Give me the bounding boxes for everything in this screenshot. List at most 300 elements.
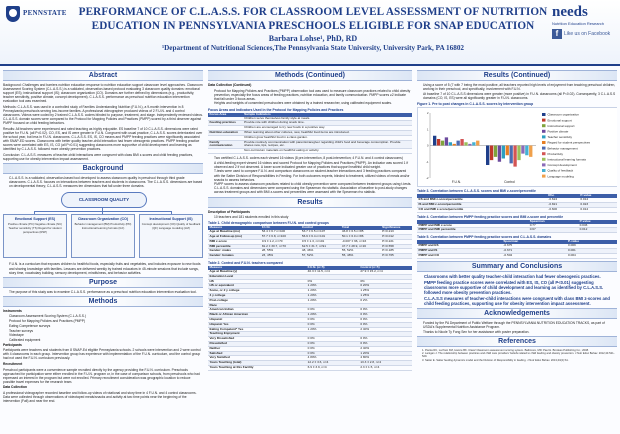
teachers-cell: 12.2 ± 3.6, n=4 xyxy=(306,361,359,366)
demographics-cell: 57, 52% xyxy=(300,254,340,259)
figure1-caption: Figure 1. Pre to post changes in C.L.A.S.S. scores by intervention group xyxy=(417,101,534,106)
demographics-cell: 55, 52% xyxy=(340,249,380,254)
legend-swatch xyxy=(542,130,546,133)
legend-swatch xyxy=(542,164,546,167)
methods-cont-heading: Methods (Continued) xyxy=(208,70,412,81)
legend-swatch xyxy=(542,175,546,178)
teachers-cell: 0 0% xyxy=(306,351,359,356)
demographics-cell: 0.5 ± 1.3, n=101 xyxy=(300,239,340,244)
recruitment-text: Preschool participants were a convenience sample recruited directly by the agency providing the F.U.N. curriculum. Preschools approached for participation were either enrolled in the F.U.N. program or, in the case of comparison schools, from preschools who had expressed an interest in the program but were not enrolled. Primary recruitment consideration was geographic location to reduce possible travel expenses for the research team. xyxy=(3,367,200,384)
dc-bullet: • Heights and weights of consented preschoolers were obtained by a trained researcher, using calibrated equipment scales. xyxy=(214,101,412,105)
acknowledgements-list xyxy=(417,321,617,334)
corr3-cell: ES and BMI z-score/percentile xyxy=(417,198,547,202)
focus-cell: Non-curriculum materials on healthful eating or activity. xyxy=(243,149,412,154)
references-list xyxy=(417,349,617,362)
teachers-cell: 1 20% xyxy=(306,313,359,318)
chart-bar xyxy=(502,146,505,159)
teachers-cell: Hispanic Yes xyxy=(208,322,306,327)
table3-caption: Table 3. Correlation between C.L.A.S.S. scores and BMI z-score/percentile xyxy=(417,189,536,194)
chart-bar xyxy=(453,144,456,146)
demographics-cell: Gender: males xyxy=(208,249,260,254)
teachers-header-cell: Measure xyxy=(208,266,306,270)
poster-header xyxy=(0,0,620,66)
reference-item: 2. Lanigan J. The relationship between practices and child care providers' beliefs related to child feeding and obesity prevention. J Nutr Educ Behav. 2012;44:521-529. xyxy=(422,352,615,359)
legend-label: Teacher sensitivity xyxy=(547,135,573,140)
title-line-1: PERFORMANCE OF C.L.A.S.S. FOR CLASSROOM LEVEL ASSESSMENT OF NUTRITION xyxy=(78,6,548,18)
participants-label: Participants xyxy=(3,342,22,347)
legend-swatch xyxy=(542,147,546,150)
teachers-cell: Hispanic xyxy=(208,318,306,323)
teachers-cell: 0 0% xyxy=(359,341,412,346)
corr3-cell: 0.014 xyxy=(579,198,617,202)
corr4-header-cell: P-value xyxy=(578,220,617,224)
teachers-cell: Post-college xyxy=(208,298,306,303)
chart-bar xyxy=(449,142,452,145)
abstract-heading: Abstract xyxy=(3,70,203,81)
teachers-cell: 0 0% xyxy=(359,337,412,342)
corr5-row xyxy=(417,253,617,258)
chart-bar xyxy=(460,139,463,146)
teachers-cell: 2 40% xyxy=(359,327,412,332)
table5 xyxy=(417,240,617,258)
partner-logo-subtext: Nutrition Education Research xyxy=(552,21,605,26)
teachers-cell: 0 0% xyxy=(359,308,412,313)
focus-row xyxy=(208,149,412,154)
background-list-2 xyxy=(3,262,203,274)
teachers-header-cell: Control (n=5) xyxy=(359,266,412,270)
focus-cell: Family communication xyxy=(208,140,243,149)
instrument-item: • Protocol for Mapping Policies and Practices (PMPP) xyxy=(9,319,203,323)
demographics-cell: 48, 46% xyxy=(300,249,340,254)
abstract-methods: Methods: C.L.A.S.S. was used in a controlled study of Families Understanding Nutrition (F.U.N.), a 9-month intervention in 8 Pennsylvania preschools serving low-income families. A professional videographer produced videos of 2 F.U.N. and 4 control classrooms. Videos were coded by 2 trained C.L.A.S.S. coders blinded to purpose, treatment, and stage. Independently reviewed videos. C.L.A.S.S. domain scores were compared to the Protocol for Mapping Policies and Practices (PMPP) scored by a third observer against PMPP focused on child feeding behaviors. xyxy=(3,104,203,126)
purpose-list xyxy=(3,290,203,294)
teachers-cell: Dissatisfied xyxy=(208,341,306,346)
corr3-cell: CO and BMI z-score/percentile xyxy=(417,207,547,212)
corr5-cell: PMPP and CO xyxy=(417,253,502,258)
institution-name: PENNSTATE xyxy=(23,9,67,17)
analysis-list xyxy=(208,156,412,195)
participants-text: Participants were teachers and students from 8 SNAP-Ed eligible Pennsylvania schools. 2 schools were intervention and 2 were control with 4 classrooms in each group. Intervention group has experience with implementation of the F.U.N. curriculum, and the control group had not used the F.U.N. curriculum previously. xyxy=(3,348,201,361)
diagram-box-es xyxy=(3,214,67,258)
focus-cell: Children serve themselves family style at meals. xyxy=(243,117,412,121)
chart-bar xyxy=(498,146,501,162)
instrument-item: • Eating Competence surveys xyxy=(9,324,203,328)
summary-item: • PMPP feeding practice scores were correlated with ES, IS, CO (all P<0.01) suggesting classrooms more supportive of child development and learning as identified by C.L.A.S.S. followed more obesity prevention practices. xyxy=(424,280,617,295)
legend-label: Regard for student perspectives xyxy=(547,140,591,145)
facebook-link[interactable] xyxy=(552,29,616,39)
summary-heading: Summary and Conclusions xyxy=(417,261,617,272)
demographics-cell: Age at Follow-up (mo) xyxy=(208,235,260,240)
analysis-bullet: • Two certified C.L.A.S.S. coders each viewed 16 videos (8 pre-intervention, 8 post-intervention; 4 F.U.N. and 4 control classrooms) xyxy=(214,156,412,160)
demographics-cell: P=0.558 xyxy=(381,244,412,249)
legend-swatch xyxy=(542,158,546,161)
analysis-bullet: • A child-feeding expert viewed 16 videos and scored Protocol for Mapping Policies and Practices (PMPP). An indicator was scored 1 if observed and 2 if not observed. A lower score indicated greater use of practices that support healthful child weight. xyxy=(214,161,412,169)
title-line-2: EDUCATION IN PENNSYLVANIA PRESCHOOLS ELIGIBLE FOR SNAP EDUCATION xyxy=(91,20,535,32)
demographics-cell: 57.7 ± 6.8, n=100 xyxy=(260,235,300,240)
teachers-cell: Very Satisfied xyxy=(208,356,306,361)
background-bullet: • C.L.A.S.S. is a validated, observation-based tool developed to assess classroom quality in preschool through third grade classrooms. C.L.A.S.S. focuses on interactions between teachers and students in classrooms. The C.L.A.S.S. dimensions are based on developmental theory; C.L.A.S.S. measures ten dimensions that fall under three domains. xyxy=(9,176,203,188)
focus-cell xyxy=(208,149,243,154)
legend-label: Language modeling xyxy=(547,174,574,179)
diagram-box-body: Concept development (CD) Quality of feedback (QF) Language modeling (LM) xyxy=(141,222,201,231)
results-cont-list xyxy=(417,83,617,100)
corr3-cell: IS and BMI z-score/percentile xyxy=(417,202,547,207)
table3 xyxy=(417,194,617,212)
abstract-background: Background: Challenges and barriers nutrition education response to nutrition education support classroom level approaches. Classroom Assessment Scoring System (C.L.A.S.S.) is a validated, observation-based protocol evaluating 3 classroom quality domains: emotional support (ES); instructional support (IS); classroom organization (CO). Domains are further defined by dimensions (e.g., productivity, teacher sensitivity, positive climate, concept development). C.L.A.S.S. performance as preschool nutrition education intervention evaluation tool was examined. xyxy=(3,83,203,104)
teachers-cell: 1 20% xyxy=(306,284,359,289)
chart-bar xyxy=(476,141,479,146)
methods-heading: Methods xyxy=(3,296,203,307)
teachers-cell: 1 25% xyxy=(359,289,412,294)
legend-label: Positive climate xyxy=(547,129,569,134)
summary-item: • C.L.A.S.S measures of teacher-child interactions were congruent with class BMI z-scores and child feeding practices, supporting use for obesity intervention impact assessment. xyxy=(424,296,617,306)
corr4-cell: 0.012 xyxy=(578,228,617,233)
results-bullet: • Using a score of 5 (7 with 7 being the most positive, all teachers reported high levels of enjoyment from teaching preschool children, working in their preschool, and specifically, involvement with F.U.N. xyxy=(423,83,617,91)
chart-bar xyxy=(513,146,516,167)
references-heading: References xyxy=(417,336,617,347)
instrument-item: • Videotape xyxy=(9,333,203,337)
teachers-cell: Some, or 2 y college xyxy=(208,289,306,294)
teachers-cell: 4 80% xyxy=(359,356,412,361)
chart-bar xyxy=(445,138,448,146)
authors: Barbara Lohse¹, PhD, RD xyxy=(268,34,358,43)
ack-item: • Thanks to Nicole Ty Fong Sen for her assistance with poster preparation. xyxy=(423,330,617,334)
diagram-box-co xyxy=(71,214,135,258)
datacollection-text: A professional videographer recorded baseline and follow-up videos of rotational and story time in 4 F.U.N. and 4 control classrooms. Data were collected through observations of videotaped meals/snacks and activity at two time points near the beginning of the intervention (Fall) and near the end. xyxy=(3,391,197,404)
background-heading: Background xyxy=(3,163,203,174)
demographics-table xyxy=(208,226,412,259)
chart-bar xyxy=(494,146,497,157)
background-list xyxy=(3,176,203,188)
demographics-cell: P=0.213 xyxy=(381,230,412,234)
focus-cell: When learning about other cultures, new, healthful food items are introduced. xyxy=(243,130,412,135)
teachers-cell: HS xyxy=(208,279,306,284)
legend-label: Productivity xyxy=(547,152,564,157)
corr4-cell: 0.77 xyxy=(528,224,578,228)
analysis-bullet: • T-tests were used to compare F.U.N. and comparison classrooms on student-teacher interactions and 3 feeding practices compared with the Satter Division of Responsibilities in Feeding. For both outcomes experts, blinded to treatment, utilized videos of meals and/or snacks to assess behaviors. xyxy=(214,169,412,181)
chart-bar xyxy=(457,141,460,146)
teachers-cell: 13.3 ± 2.8, n=4 xyxy=(359,361,412,366)
chart-bar xyxy=(506,146,509,156)
focus-table-caption: Focus Areas and Indicators Used in the Protocol for Mapping Policies and Practices xyxy=(208,107,344,112)
demographics-header-cell: Significance xyxy=(381,226,412,230)
pennstate-logo xyxy=(6,6,66,34)
lion-icon xyxy=(9,9,17,17)
diagram-connector xyxy=(34,211,172,212)
summary-item: • Classrooms with better quality teacher-child interaction had fewer obesogenic practices. xyxy=(424,274,617,279)
teachers-cell: 1 20% xyxy=(306,298,359,303)
corr3-cell: -0.600 xyxy=(547,207,579,212)
instruments-list xyxy=(3,314,203,342)
demographics-row xyxy=(208,254,412,259)
focus-areas-table xyxy=(208,113,412,154)
reference-item: 1. Pianta RC, La Paro KM, Hamre BK. Class! Classroom assessment scoring system. Baltimore, MD: Paul H. Brookes Publishing Co.; 2008. xyxy=(422,348,589,352)
background-bullet: • F.U.N. is a curriculum that exposes children to healthful foods, especially fruits and vegetables, and includes exposure to new foods and sharing knowledge with families. Lessons are delivered weekly by trained educators in 45-minute sessions that include songs, story time, vocabulary building, sensory development, mindfulness, and behavior activities. xyxy=(9,262,203,274)
demographics-cell: 50.1 ± 6.0 n=86 xyxy=(340,235,380,240)
demographics-cell: P=0.185 xyxy=(381,249,412,254)
demographics-cell: 28, 55% xyxy=(260,249,300,254)
demographics-cell: 46.8 ± 6.5 n=85 xyxy=(340,230,380,234)
abstract-conclusion: Conclusion: C.L.A.S.S. measures of teacher-child interactions were congruent with class BMI z-scores and child feeding practices, supporting use for obesity intervention impact assessment. xyxy=(3,153,194,162)
purpose-heading: Purpose xyxy=(3,277,203,288)
teachers-cell: 0 0% xyxy=(359,313,412,318)
legend-label: Instructional learning formats xyxy=(547,157,587,162)
y-tick-label: 1 xyxy=(426,127,429,132)
results-cont-heading: Results (Continued) xyxy=(417,70,617,81)
legend-swatch xyxy=(542,113,546,116)
chart-bar xyxy=(529,146,532,157)
demographics-header-cell: Total xyxy=(340,226,380,230)
demographics-cell: 55, 48% xyxy=(340,254,380,259)
demographics-cell: 53.7 ± 6.5 n=107 xyxy=(300,230,340,234)
teachers-cell: 0 0% xyxy=(306,318,359,323)
focus-cell: Nutrition education xyxy=(208,130,243,135)
demographics-cell: Age at Baseline (mo) xyxy=(208,230,260,234)
acknowledgements-heading: Acknowledgements xyxy=(417,308,617,319)
chart-svg xyxy=(418,108,617,186)
teachers-header-cell: F.U.N. (n=5) xyxy=(306,266,359,270)
focus-cell: Provide role with children during snack time. xyxy=(243,121,412,126)
teachers-cell: American Indian xyxy=(208,308,306,313)
teachers-cell: 6.9 ± 3.9, n=4 xyxy=(306,365,359,370)
corr4-cell: PMPP and BMI z-score xyxy=(417,224,528,228)
column-center xyxy=(208,68,412,430)
teachers-table xyxy=(208,266,412,371)
demographics-cell: 53.4 ± 6.7 n=100 xyxy=(260,230,300,234)
legend-label: Quality of feedback xyxy=(547,168,574,173)
teachers-cell: 1 20% xyxy=(306,327,359,332)
teachers-cell: 4 y college xyxy=(208,294,306,299)
diagram-box-is xyxy=(139,214,203,258)
teachers-cell: 0% xyxy=(359,279,412,284)
instrument-item: • Classroom Assessment Scoring System (C.L.A.S.S.) xyxy=(9,314,203,318)
reference-item: 3. Satter E. Satter feeding dynamics model and the Division of Responsibility in feeding. J Nutr Educ Behav. 2013;43(4):S1. xyxy=(422,358,569,362)
y-tick-label: 0 xyxy=(426,143,429,148)
purpose-text: • The purpose of this study was to examine C.L.A.S.S. performance as a preschool nutrition education intervention evaluation tool. xyxy=(9,290,203,294)
chart-bar xyxy=(437,139,440,146)
corr4-row xyxy=(417,228,617,233)
teachers-cell: Education Level xyxy=(208,274,306,279)
corr5-cell: PMPP and IS xyxy=(417,248,502,253)
legend-swatch xyxy=(542,152,546,155)
teachers-cell: 40.3 ± 11.5, n=4 xyxy=(306,270,359,274)
y-tick-label: -1 xyxy=(425,159,429,164)
teachers-cell: 2.3 ± 1.5, n=4 xyxy=(359,365,412,370)
datacollection-label: Data Collection xyxy=(3,385,27,390)
teachers-cell: Years Teaching at this Facility xyxy=(208,365,306,370)
diagram-box-title: Classroom Organization (CO) xyxy=(77,217,129,222)
table4-caption: Table 4. Correlation between PMPP feeding practice scores and BMI z-score and percentile xyxy=(417,214,564,219)
legend-swatch xyxy=(542,141,546,144)
corr4-cell: 0.046 xyxy=(578,224,617,228)
focus-cell: Children are encouraged to try new foods in a positive way. xyxy=(243,126,412,131)
corr4-cell: PMPP and BMI percentile xyxy=(417,228,528,233)
corr5-cell: -0.675 xyxy=(502,244,567,248)
partner-logo-text: needs xyxy=(552,4,588,20)
teachers-cell: Black or African American xyxy=(208,313,306,318)
teachers-row xyxy=(208,365,412,370)
chart-bar xyxy=(517,146,520,161)
column-right xyxy=(417,68,617,430)
teachers-cell: 0 0% xyxy=(306,346,359,351)
figure1-chart xyxy=(417,107,617,187)
demographics-cell: 23, 45% xyxy=(260,254,300,259)
legend-label: Concept development xyxy=(547,163,577,168)
teachers-cell: Teaching Enjoyment xyxy=(208,332,306,337)
focus-header-cell: Sample Indicators xyxy=(243,113,412,117)
diagram-box-title: Emotional Support (ES) xyxy=(14,217,56,222)
corr3-cell: -0.821 xyxy=(547,202,579,207)
dc-cont-label: Data Collection (Continued) xyxy=(208,83,252,87)
table5-caption: Table 5. Correlation between PMPP feeding practice scores and C.L.A.S.S. domains xyxy=(417,235,552,240)
teachers-cell: Years Teaching (total) xyxy=(208,361,306,366)
teachers-cell: Neither xyxy=(208,346,306,351)
participants-desc-label: Description of Participants xyxy=(208,209,250,214)
teachers-cell: 0 0% xyxy=(306,337,359,342)
y-tick-label: -2 xyxy=(425,176,429,181)
corr3-row xyxy=(417,207,617,212)
instrument-item: • Calibrated equipment xyxy=(9,338,203,342)
chart-bar xyxy=(472,142,475,145)
dc-cont-list xyxy=(208,89,412,106)
instruments-label: Instruments xyxy=(3,308,22,313)
teachers-cell: 4 80% xyxy=(306,356,359,361)
teachers-cell: 1 25% xyxy=(359,294,412,299)
affiliation: ¹Department of Nutritional Sciences,The Pennsylvania State University, University Park, PA 16802 xyxy=(161,44,465,52)
teachers-cell: 0 0% xyxy=(306,341,359,346)
corr4-cell: 0.67 xyxy=(528,228,578,233)
diagram-root: CLASSROOM QUALITY xyxy=(61,192,147,208)
demographics-cell: P=0.765 xyxy=(381,254,412,259)
teachers-cell: 2 40% xyxy=(359,346,412,351)
demographics-cell: 81.2 ± 30.7, n=70 xyxy=(260,244,300,249)
instrument-item: • Teacher surveys xyxy=(9,329,203,333)
chart-bar xyxy=(464,142,467,145)
table2-caption: Table 2. Control and F.U.N. teachers compared xyxy=(208,261,283,266)
chart-bar xyxy=(441,141,444,146)
corr5-cell: PMPP and ES xyxy=(417,244,502,248)
chart-bar xyxy=(490,146,493,161)
focus-header-cell: Focus Area xyxy=(208,113,243,117)
demographics-cell: BMI z-score xyxy=(208,239,260,244)
teachers-cell: 1 20% xyxy=(306,289,359,294)
corr5-cell: 0.009 xyxy=(567,244,617,248)
teachers-cell: 0 2% xyxy=(359,298,412,303)
demographics-cell: P=0.221 xyxy=(381,239,412,244)
corr5-header-cell: P-value xyxy=(567,240,617,244)
corr5-cell: 0.001 xyxy=(567,248,617,253)
results-bullet: • At baseline 7 of 10 C.L.A.S.S dimensions were greater (more positive) in F.U.N. classrooms (all P<0.02). Consequently, 3 C.L.A.S.S domains (CO, IS, ES) were all significantly greater in F.U.N. classrooms. xyxy=(423,92,617,100)
demographics-cell: 56.9 ± 6.4 n=101 xyxy=(300,235,340,240)
demographics-cell: 62.5 ± 31.7, n=91 xyxy=(300,244,340,249)
teachers-cell: 27.9 ± 15.2, n=4 xyxy=(359,270,412,274)
analysis-bullet: • PMPP scores to assess classroom practices related to child obesity prevention were compared between treatment groups using t-tests. C.L.A.S.S. domains and dimensions were compared using the Spearman rho statistic. Association of baseline to post-study changes across treatment groups and with BMI z-scores and percentiles were assessed with the Spearman rho statistic. xyxy=(214,182,412,194)
demographics-header-cell: F.U.N. xyxy=(260,226,300,230)
teachers-cell: 0 0% xyxy=(359,318,412,323)
poster-title xyxy=(78,5,548,33)
demographics-cell: 47.7 ± 28.9, n=16 xyxy=(340,244,380,249)
corr5-cell: 0.004 xyxy=(567,253,617,258)
teachers-cell: 0 0% xyxy=(306,308,359,313)
legend-label: Instructional support xyxy=(547,124,575,129)
needs-logo xyxy=(552,5,616,61)
teachers-cell: HS or equivalent xyxy=(208,284,306,289)
corr3-header-cell: Rho xyxy=(547,194,579,198)
table1-caption: Table 1. Child demographic comparison between F.U.N. and control groups xyxy=(208,221,329,226)
demographics-cell: -0.007 ± 96, n=16 xyxy=(340,239,380,244)
classroom-quality-diagram xyxy=(3,190,203,260)
y-tick-label: 2 xyxy=(426,111,429,116)
recruitment-label: Recruitment xyxy=(3,361,23,366)
demographics-header-cell: Control xyxy=(300,226,340,230)
diagram-box-body: Positive climate (PC) Negative climate (NC) Teacher sensitivity (TS) Regard for student perspectives (RSP) xyxy=(7,222,63,234)
teachers-cell: 0 20% xyxy=(359,284,412,289)
legend-swatch xyxy=(542,124,546,127)
summary-list xyxy=(417,274,617,306)
demographics-cell: P=0.012 xyxy=(381,235,412,240)
chart-bar xyxy=(525,146,528,156)
focus-cell: Feeding practices xyxy=(208,121,243,126)
teachers-cell: Satisfied xyxy=(208,351,306,356)
x-tick-label: F.U.N. xyxy=(451,180,462,185)
teachers-cell: 1 20% xyxy=(359,351,412,356)
corr3-cell: 0.014 xyxy=(579,207,617,212)
teachers-cell: Eating Competent* Yes xyxy=(208,327,306,332)
focus-cell: Children grow healthful food in a class garden. xyxy=(243,135,412,140)
demographics-cell: BMI percentile xyxy=(208,244,260,249)
corr3-cell: 0.023 xyxy=(579,202,617,207)
chart-bar xyxy=(468,144,471,146)
legend-label: Emotional support xyxy=(547,118,572,123)
table4 xyxy=(417,220,617,233)
teachers-cell: Age at Baseline (y) xyxy=(208,270,306,274)
legend-swatch xyxy=(542,136,546,139)
ack-item: • Funded by the PA Department of Public Welfare through the PENNSYLVANIA NUTRITION EDUCATION TRACKS, as part of USDA's Supplemental Nutrition Assistance Program. xyxy=(423,321,617,329)
teachers-cell: 0% xyxy=(306,279,359,284)
teachers-cell: Very Dissatisfied xyxy=(208,337,306,342)
participants-desc-list xyxy=(208,215,412,219)
chart-bar xyxy=(521,146,524,154)
teachers-cell: Race xyxy=(208,303,306,308)
diagram-box-body: Behavior management (BM) Productivity (PD) Instructional learning formats (ILF) xyxy=(74,222,132,231)
participants-desc-bullet: • 10 teachers and 181 students enrolled in this study xyxy=(214,215,412,219)
teachers-cell: 1 20% xyxy=(306,294,359,299)
diagram-box-title: Instructional Support (IS) xyxy=(149,217,193,222)
legend-swatch xyxy=(542,169,546,172)
dc-bullet: • Protocol for Mapping Policies and Practices (PMPP) observation tool was used to measure classroom practices related to child obesity prevention, especially the focus areas of feeding practices, nutrition education, and family communication. PMPP scores ≥2 indicate that fall under 3 focus areas. xyxy=(214,89,412,101)
corr3-cell: -0.624 xyxy=(547,198,579,202)
demographics-cell: 0.9 ± 1.2, n=70 xyxy=(260,239,300,244)
facebook-icon: f xyxy=(552,29,562,39)
legend-swatch xyxy=(542,119,546,122)
corr5-header-cell: Spearman xyxy=(502,240,567,244)
facebook-text: Like us on Facebook xyxy=(564,30,611,37)
corr4-header-cell: Spearman xyxy=(528,220,578,224)
corr5-cell: -0.504 xyxy=(502,253,567,258)
demographics-cell: Gender: females xyxy=(208,254,260,259)
legend-label: Behavior management xyxy=(547,146,578,151)
abstract-results: Results: All teachers were experienced and rated teaching as highly enjoyable. ES baseline 7 of 10 C.L.A.S.S. dimensions were rated positive for F.U.N. (all P<0.02). CO, ES, and IS were greater in F.U.N. Congruent with usual practice, C.L.A.S.S. scores deteriorated over the school year, but less in F.U.N. classrooms. C.L.A.S.S. ES, IS, CO means and PMPP feeding practices were significantly associated with SNAP-ED scores. Classrooms with better quality teacher-child interaction had fewer obesogenic practices. PMPP feeding practice scores were correlated with ES, IS, CO (all P<0.01) suggesting classrooms more supportive of child development and learning as identified by C.L.A.S.S. followed more obesity prevention practices. xyxy=(3,126,203,152)
teachers-cell: 0 0% xyxy=(306,322,359,327)
legend-label: Classroom organization xyxy=(547,112,580,117)
column-left xyxy=(3,68,203,430)
focus-cell: Provide routinely communication with parents/caregiver regarding child's food and beverage consumption. Provide shares new, tips, recipes, etc. xyxy=(243,140,412,149)
teachers-cell: 0 0% xyxy=(359,322,412,327)
corr5-cell: -0.671 xyxy=(502,248,567,253)
x-tick-label: Control xyxy=(504,180,515,185)
chart-bar xyxy=(433,136,436,146)
chart-bar xyxy=(510,146,513,164)
